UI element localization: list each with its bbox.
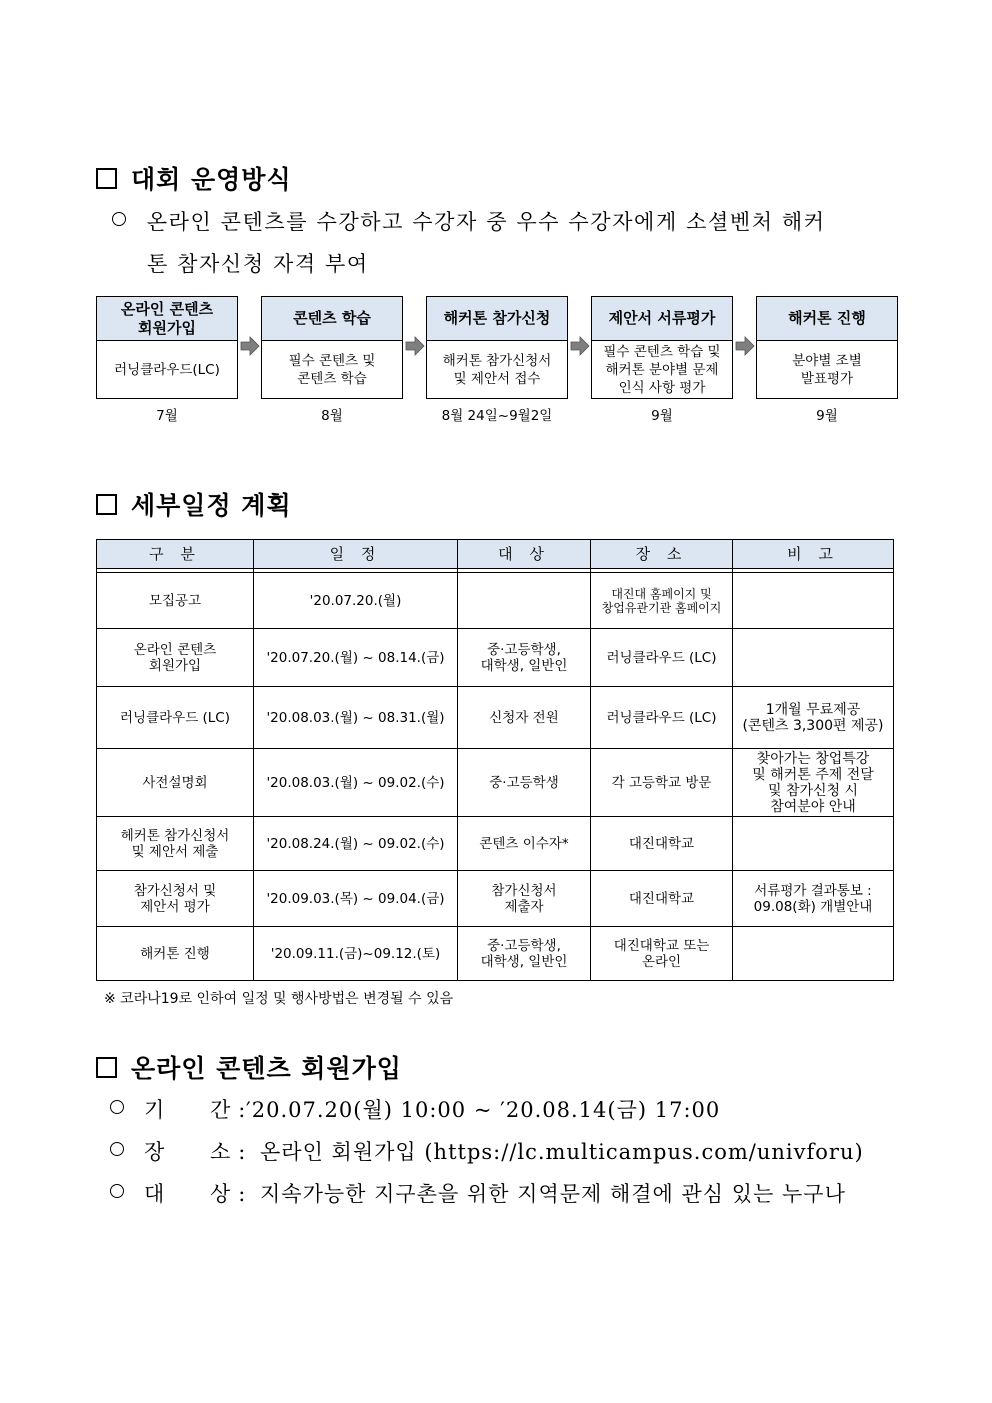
flow-step [426,296,568,399]
cell-place: 각 고등학교 방문 [591,749,733,817]
cell-schedule: '20.08.03.(월) ~ 09.02.(수) [254,749,458,817]
table-row [97,573,894,629]
flow-step-title: 온라인 콘텐츠 회원가입 [97,297,237,341]
cell-target: 참가신청서 제출자 [458,871,591,927]
flow-step-description: 필수 콘텐츠 및 콘텐츠 학습 [288,352,376,387]
right-arrow-icon [405,336,425,356]
flow-step-period: 9월 [816,408,838,424]
cell-remarks [733,817,894,871]
checkbox-square-icon [96,168,117,189]
info-item [110,1094,720,1124]
flow-step-title: 콘텐츠 학습 [262,297,402,341]
flow-step [261,296,403,399]
info-separator: : [238,1182,246,1206]
flow-step-period: 9월 [651,408,673,424]
cell-remarks: 1개월 무료제공 (콘텐츠 3,300편 제공) [733,687,894,749]
flow-step [96,296,238,399]
cell-target: 중·고등학생, 대학생, 일반인 [458,927,591,981]
cell-target [458,573,591,629]
flow-step-period: 8월 24일~9월2일 [441,408,553,424]
flow-step [756,296,898,399]
info-label-second: 소 [210,1140,231,1164]
cell-remarks: 서류평가 결과통보 : 09.08(화) 개별안내 [733,871,894,927]
cell-category: 참가신청서 및 제안서 평가 [97,871,254,927]
info-label-second: 간 [210,1098,231,1122]
header-schedule: 일 정 [254,540,458,569]
cell-target: 중·고등학생, 대학생, 일반인 [458,629,591,687]
info-value: ′20.07.20(월) 10:00 ~ ′20.08.14(금) 17:00 [246,1098,721,1122]
cell-schedule: '20.09.03.(목) ~ 09.04.(금) [254,871,458,927]
flow-step-description: 필수 콘텐츠 학습 및 해커톤 분야별 문제 인식 사항 평가 [603,343,721,396]
cell-category: 모집공고 [97,573,254,629]
section-title-text: 대회 운영방식 [131,165,292,194]
section-title-schedule [96,486,292,522]
info-separator: : [238,1140,246,1164]
info-label-first: 기 [144,1098,165,1122]
schedule-note: ※ 코라나19로 인하여 일정 및 행사방법은 변경될 수 있음 [104,991,454,1007]
table-header-row [97,540,894,569]
table-row [97,871,894,927]
cell-schedule: '20.09.11.(금)~09.12.(토) [254,927,458,981]
cell-category: 사전설명회 [97,749,254,817]
circle-bullet-icon [110,1184,124,1198]
flow-step-period: 7월 [156,408,178,424]
circle-bullet-icon [110,1100,124,1114]
flow-step-title: 제안서 서류평가 [592,297,732,341]
info-label-second: 상 [210,1182,231,1206]
right-arrow-icon [735,336,755,356]
cell-place: 대진대학교 또는 온라인 [591,927,733,981]
header-target: 대 상 [458,540,591,569]
flow-step [591,296,733,399]
cell-target: 콘텐츠 이수자* [458,817,591,871]
info-label [144,1178,256,1208]
header-remarks: 비 고 [733,540,894,569]
info-label-first: 장 [144,1140,165,1164]
flow-step-description: 해커톤 참가신청서 및 제안서 접수 [442,352,552,387]
info-label [144,1136,256,1166]
cell-place: 대진대학교 [591,817,733,871]
cell-schedule: '20.08.03.(월) ~ 08.31.(월) [254,687,458,749]
flow-step-title: 해커톤 참가신청 [427,297,567,341]
table-row [97,817,894,871]
operation-description-line2: 톤 참자신청 자격 부여 [147,252,369,276]
cell-category: 러닝클라우드 (LC) [97,687,254,749]
info-value: 온라인 회원가입 (https://lc.multicampus.com/univforu) [260,1140,864,1164]
schedule-table [96,539,894,981]
right-arrow-icon [570,336,590,356]
info-label [144,1094,256,1124]
section-title-text: 세부일정 계획 [131,491,292,520]
header-place: 장 소 [591,540,733,569]
cell-place: 러닝클라우드 (LC) [591,629,733,687]
cell-place: 대진대학교 [591,871,733,927]
table-row [97,927,894,981]
checkbox-square-icon [96,1057,117,1078]
cell-category: 온라인 콘텐츠 회원가입 [97,629,254,687]
info-item [110,1178,846,1208]
flow-step-description: 러닝클라우드(LC) [114,361,220,378]
cell-category: 헤커톤 참가신청서 및 제안서 제출 [97,817,254,871]
info-value: 지속가능한 지구촌을 위한 지역문제 해결에 관심 있는 누구나 [260,1182,846,1206]
flow-step-period: 8월 [321,408,343,424]
checkbox-square-icon [96,494,117,515]
cell-place: 대진대 홈페이지 및 창업유관기관 홈페이지 [591,573,733,629]
cell-schedule: '20.07.20.(월) [254,573,458,629]
cell-remarks [733,573,894,629]
operation-description-line1 [112,206,826,236]
circle-bullet-icon [112,212,126,226]
cell-remarks: 찾아가는 창업특강 및 해커톤 주제 전달 및 참가신청 시 참여분야 안내 [733,749,894,817]
cell-remarks [733,927,894,981]
cell-remarks [733,629,894,687]
info-separator: : [238,1098,246,1122]
header-category: 구 분 [97,540,254,569]
cell-target: 중·고등학생 [458,749,591,817]
table-row [97,749,894,817]
section-title-text: 온라인 콘텐츠 회원가입 [131,1054,402,1083]
flow-step-title: 해커톤 진행 [757,297,897,341]
flow-step-description: 분야별 조별 발표평가 [792,352,862,387]
section-title-signup [96,1049,402,1085]
cell-schedule: '20.08.24.(월) ~ 09.02.(수) [254,817,458,871]
desc-text-1: 온라인 콘텐츠를 수강하고 수강자 중 우수 수강자에게 소셜벤처 해커 [146,210,826,234]
cell-place: 러닝클라우드 (LC) [591,687,733,749]
table-row [97,687,894,749]
section-title-operation [96,160,292,196]
cell-category: 해커톤 진행 [97,927,254,981]
table-row [97,629,894,687]
info-label-first: 대 [144,1182,165,1206]
cell-schedule: '20.07.20.(월) ~ 08.14.(금) [254,629,458,687]
circle-bullet-icon [110,1142,124,1156]
right-arrow-icon [240,336,260,356]
cell-target: 신청자 전원 [458,687,591,749]
info-item [110,1136,864,1166]
